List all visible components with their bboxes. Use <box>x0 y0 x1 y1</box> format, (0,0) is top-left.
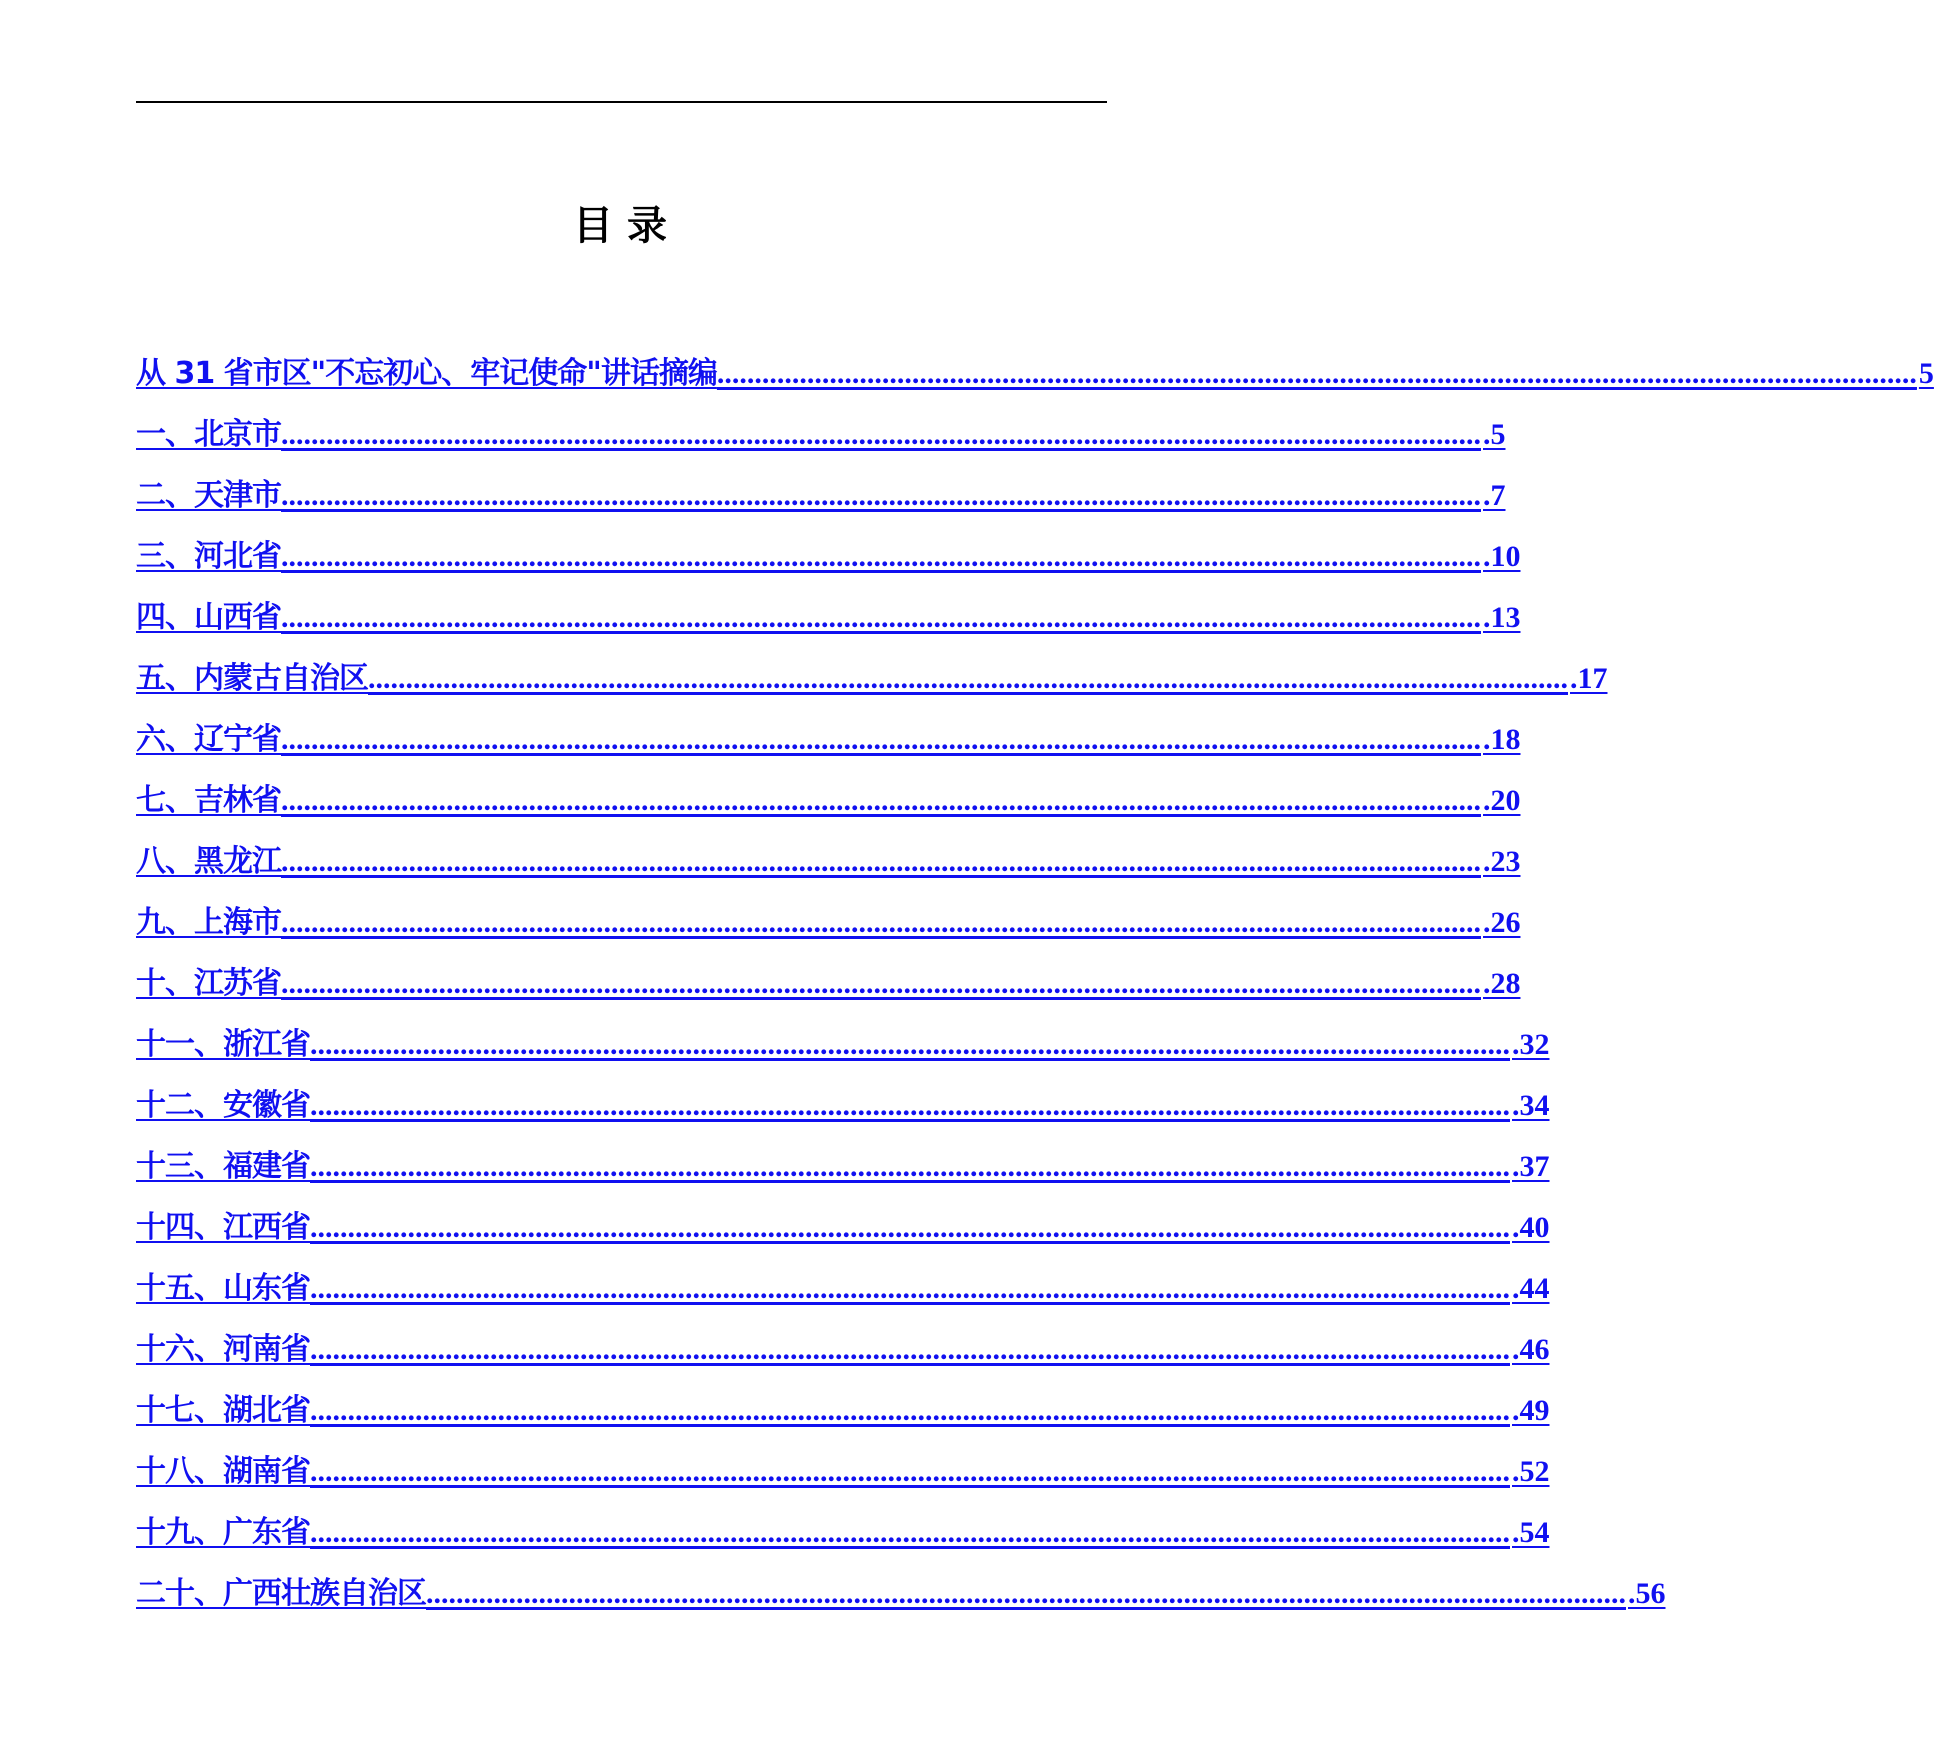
toc-entry-label: 四、山西省 <box>136 600 281 635</box>
toc-page-number: .20 <box>1483 784 1521 817</box>
toc-entry-label: 从 31 省市区"不忘初心、牢记使命"讲话摘编 <box>136 356 717 391</box>
toc-entry[interactable] <box>136 596 1521 657</box>
toc-leader-dots: ................................................................................................................................................................ <box>281 479 1481 512</box>
toc-leader-dots: ................................................................................................................................................................ <box>310 1150 1510 1183</box>
toc-page-number: .32 <box>1512 1028 1550 1061</box>
toc-leader-dots: ................................................................................................................................................................ <box>310 1028 1510 1061</box>
toc-page-number: .34 <box>1512 1089 1550 1122</box>
toc-entry[interactable] <box>136 1206 1550 1267</box>
toc-page-number: .17 <box>1570 662 1608 695</box>
toc-entry[interactable] <box>136 718 1521 779</box>
toc-leader-dots: ................................................................................................................................................................ <box>281 601 1481 634</box>
toc-entry[interactable] <box>136 474 1506 535</box>
toc-page-number: .44 <box>1512 1272 1550 1305</box>
toc-entry-label: 十七、湖北省 <box>136 1393 310 1428</box>
toc-entry-label: 十九、广东省 <box>136 1515 310 1550</box>
toc-leader-dots: ................................................................................................................................................................ <box>281 967 1481 1000</box>
page-title: 目 录 <box>573 203 667 249</box>
toc-leader-dots: ................................................................................................................................................................ <box>310 1089 1510 1122</box>
toc-page-number: .52 <box>1512 1455 1550 1488</box>
toc-entry[interactable] <box>136 1084 1550 1145</box>
toc-leader-dots: ................................................................................................................................................................ <box>310 1211 1510 1244</box>
toc-leader-dots: ................................................................................................................................................................ <box>426 1577 1626 1610</box>
toc-page-number: .49 <box>1512 1394 1550 1427</box>
toc-page-number: .28 <box>1483 967 1521 1000</box>
toc-entry[interactable] <box>136 901 1521 962</box>
toc-page-number: .7 <box>1483 479 1506 512</box>
toc-leader-dots: ................................................................................................................................................................ <box>310 1455 1510 1488</box>
toc-entry-label: 十三、福建省 <box>136 1149 310 1184</box>
toc-page-number: .18 <box>1483 723 1521 756</box>
toc-entry[interactable] <box>136 1023 1550 1084</box>
toc-page-number: 5 <box>1918 357 1934 390</box>
toc-leader-dots: ................................................................................................................................................................ <box>281 723 1481 756</box>
toc-entry-label: 二、天津市 <box>136 478 281 513</box>
toc-page-number: .40 <box>1512 1211 1550 1244</box>
toc-entry[interactable] <box>136 1572 1666 1633</box>
toc-entry[interactable] <box>136 1267 1550 1328</box>
toc-entry[interactable] <box>136 840 1521 901</box>
toc-entry-label: 十六、河南省 <box>136 1332 310 1367</box>
toc-page-number: .26 <box>1483 906 1521 939</box>
toc-entry-label: 五、内蒙古自治区 <box>136 661 368 696</box>
toc-entry[interactable] <box>136 413 1506 474</box>
toc-entry[interactable] <box>136 1450 1550 1511</box>
toc-entry-label: 十八、湖南省 <box>136 1454 310 1489</box>
toc-leader-dots: ................................................................................................................................................................ <box>281 540 1481 573</box>
toc-entry-label: 六、辽宁省 <box>136 722 281 757</box>
toc-leader-dots: ................................................................................................................................................................ <box>281 418 1481 451</box>
toc-entry-label: 二十、广西壮族自治区 <box>136 1576 426 1611</box>
toc-leader-dots: ................................................................................................................................................................ <box>281 784 1481 817</box>
toc-leader-dots: ................................................................................................................................................................ <box>310 1333 1510 1366</box>
toc-entry[interactable] <box>136 962 1521 1023</box>
toc-entry-label: 一、北京市 <box>136 417 281 452</box>
toc-page-number: .10 <box>1483 540 1521 573</box>
toc-entry-label: 十、江苏省 <box>136 966 281 1001</box>
toc-page-number: .56 <box>1628 1577 1666 1610</box>
toc-leader-dots: ................................................................................................................................................................ <box>281 845 1481 878</box>
toc-entry[interactable] <box>136 1389 1550 1450</box>
toc-page-number: .37 <box>1512 1150 1550 1183</box>
toc-entry-label: 十一、浙江省 <box>136 1027 310 1062</box>
toc-entry-label: 九、上海市 <box>136 905 281 940</box>
toc-entry[interactable] <box>136 535 1521 596</box>
toc-entry[interactable] <box>136 1511 1550 1572</box>
toc-leader-dots: ................................................................................................................................................................ <box>716 357 1917 390</box>
toc-entry-label: 十二、安徽省 <box>136 1088 310 1123</box>
toc-page-number: .13 <box>1483 601 1521 634</box>
toc-page-number: .23 <box>1483 845 1521 878</box>
toc-entry[interactable] <box>136 1145 1550 1206</box>
toc-entry[interactable] <box>136 352 1934 413</box>
toc-leader-dots: ................................................................................................................................................................ <box>310 1394 1510 1427</box>
header-rule <box>136 101 1107 103</box>
toc-leader-dots: ................................................................................................................................................................ <box>368 662 1568 695</box>
toc-leader-dots: ................................................................................................................................................................ <box>310 1272 1510 1305</box>
toc-leader-dots: ................................................................................................................................................................ <box>281 906 1481 939</box>
toc-entry-label: 十四、江西省 <box>136 1210 310 1245</box>
toc-page-number: .54 <box>1512 1516 1550 1549</box>
toc-page-number: .46 <box>1512 1333 1550 1366</box>
toc-leader-dots: ................................................................................................................................................................ <box>310 1516 1510 1549</box>
toc-entry-label: 十五、山东省 <box>136 1271 310 1306</box>
toc-entry[interactable] <box>136 1328 1550 1389</box>
toc-page-number: .5 <box>1483 418 1506 451</box>
toc-entry-label: 八、黑龙江 <box>136 844 281 879</box>
toc-entry[interactable] <box>136 779 1521 840</box>
toc-entry-label: 三、河北省 <box>136 539 281 574</box>
toc-entry[interactable] <box>136 657 1608 718</box>
table-of-contents <box>136 352 1934 1633</box>
toc-entry-label: 七、吉林省 <box>136 783 281 818</box>
